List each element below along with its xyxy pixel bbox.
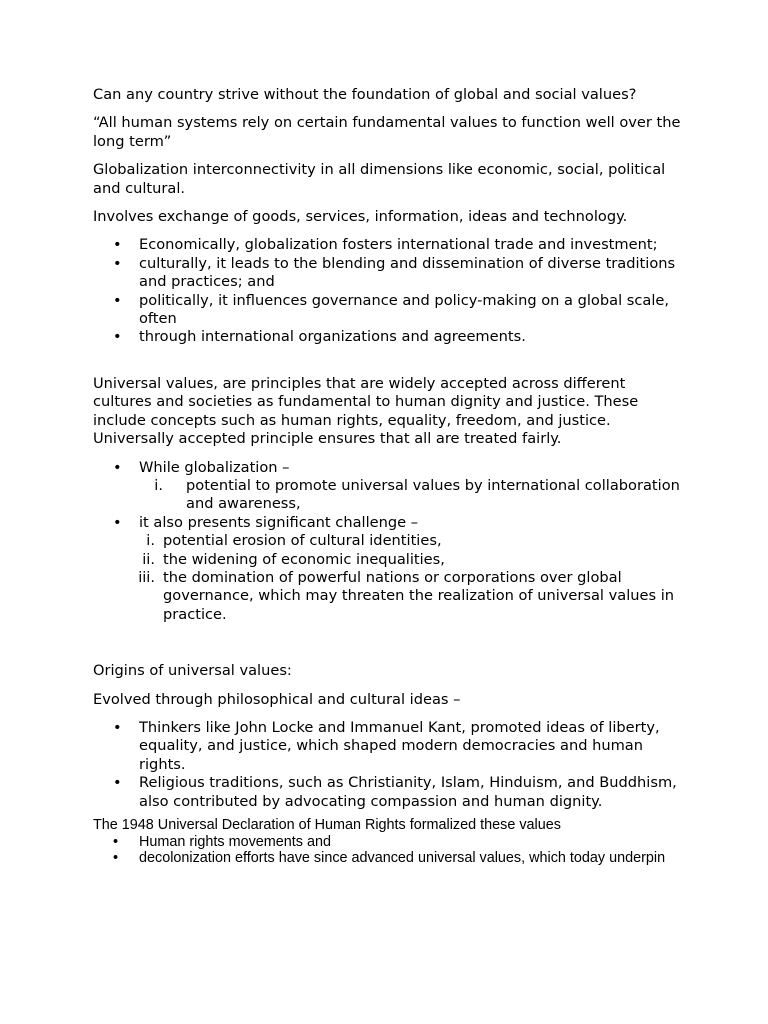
- bullet-icon: •: [113, 254, 122, 272]
- list-number: iii.: [138, 568, 155, 586]
- bullet-icon: •: [113, 850, 119, 867]
- list-item-text: the widening of economic inequalities,: [163, 550, 445, 568]
- list-item: [93, 532, 683, 550]
- bullet-icon: •: [113, 236, 122, 254]
- globalization-definition: Globalization interconnectivity in all dimensions like economic, social, political and cultural.: [93, 161, 666, 197]
- list-item-text: Religious traditions, such as Christianity, Islam, Hinduism, and Buddhism, also contributed by advocating compassion and human dignity.: [139, 774, 677, 810]
- list-item: [93, 292, 683, 329]
- origins-heading: Origins of universal values:: [93, 662, 292, 680]
- challenge-list: [93, 514, 683, 532]
- origins-evolved: Evolved through philosophical and cultural ideas –: [93, 690, 461, 708]
- list-item-text: Economically, globalization fosters international trade and investment;: [139, 236, 658, 254]
- list-item-text: While globalization –: [139, 458, 290, 476]
- bullet-icon: •: [113, 328, 122, 346]
- document-body: [93, 86, 683, 867]
- challenge-sublist: [93, 532, 683, 624]
- list-item-text: decolonization efforts have since advanced universal values, which today underpin: [139, 850, 666, 867]
- list-item: [93, 719, 683, 774]
- bullet-icon: •: [113, 774, 122, 792]
- bullet-icon: •: [113, 291, 122, 309]
- list-item-text: through international organizations and agreements.: [139, 328, 526, 346]
- list-item: [93, 236, 683, 254]
- bullet-icon: •: [113, 513, 122, 531]
- origins-list: [93, 719, 683, 811]
- list-number: ii.: [142, 550, 155, 568]
- list-item-text: Thinkers like John Locke and Immanuel Kant, promoted ideas of liberty, equality, and justice, which shaped modern democracies and human rights.: [139, 718, 660, 773]
- list-item: [93, 328, 683, 346]
- bullet-icon: •: [113, 833, 119, 850]
- list-item-text: it also presents significant challenge –: [139, 513, 419, 531]
- universal-values-definition: Universal values, are principles that are widely accepted across different cultures and societies as fundamental to human dignity and justice. These include concepts such as human rights, equality, freedom, and justice. Universally accepted principle ensures that all are treated fairly.: [93, 374, 639, 448]
- list-item-text: potential erosion of cultural identities,: [163, 532, 442, 550]
- globalization-list: [93, 236, 683, 346]
- bullet-icon: •: [113, 458, 122, 476]
- list-item-text: the domination of powerful nations or corporations over global governance, which may threaten the realization of universal values in practice.: [163, 568, 675, 623]
- list-item-text: culturally, it leads to the blending and dissemination of diverse traditions and practices; and: [139, 254, 676, 291]
- while-sublist: [93, 477, 683, 514]
- list-item: [93, 255, 683, 292]
- list-item-text: politically, it influences governance and policy-making on a global scale, often: [139, 291, 670, 328]
- exchange-statement: Involves exchange of goods, services, information, ideas and technology.: [93, 208, 628, 226]
- bullet-icon: •: [113, 718, 122, 736]
- udhr-section: [93, 817, 683, 867]
- list-item: [93, 459, 683, 477]
- list-number: i.: [146, 532, 155, 550]
- udhr-statement: The 1948 Universal Declaration of Human Rights formalized these values: [93, 817, 561, 833]
- list-item: [93, 514, 683, 532]
- intro-quote: “All human systems rely on certain fundamental values to function well over the long term”: [93, 114, 681, 150]
- list-number: i.: [154, 476, 163, 494]
- list-item-text: potential to promote universal values by international collaboration and awareness,: [186, 476, 680, 513]
- udhr-list: [93, 834, 683, 867]
- list-item: [93, 477, 683, 514]
- intro-question: Can any country strive without the foundation of global and social values?: [93, 86, 637, 103]
- list-item: [93, 774, 683, 811]
- list-item: [93, 850, 683, 867]
- list-item: [93, 551, 683, 569]
- list-item-text: Human rights movements and: [139, 833, 331, 850]
- list-item: [93, 569, 683, 624]
- list-item: [93, 834, 683, 851]
- globalization-effects-list: [93, 459, 683, 477]
